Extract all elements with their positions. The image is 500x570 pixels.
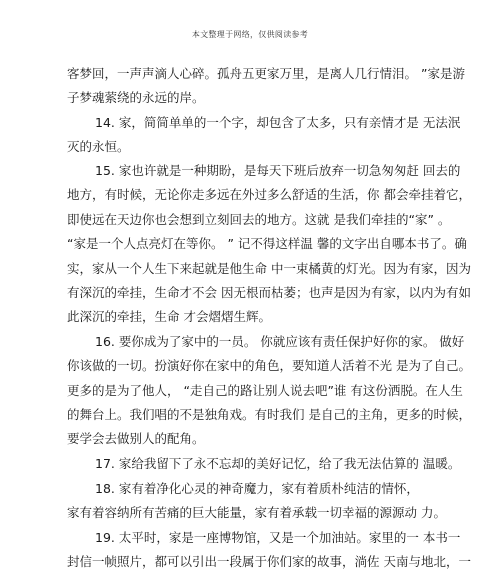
text-line: 16. 要你成为了家中的一员。 你就应该有责任保护好你的家。 做好 [95,334,465,349]
text-line: 有深沉的牵挂，生命才不会 因无根而枯萎；也声是因为有家，以内为有如 [67,285,471,300]
text-line: 家有着容纳所有苦痛的巨大能量，家有着承载一切幸福的源源动 力。 [67,505,446,520]
text-line: 封信一帧照片，都可以引出一段属于你们家的故事，淌佐 天南与地北，一 [67,554,471,569]
text-line: 客梦回，一声声滴人心碎。孤舟五更家万里，是离人几行情泪。 ”家是游 [67,66,465,81]
text-line: 更多的是为了他人， “走自己的路让别人说去吧”谁 有这份洒脱。在人生 [67,383,463,398]
text-line: “家是一个人点亮灯在等你。 ” 记不得这样温 馨的文字出自哪本书了。确 [67,236,467,251]
text-line: 地方，有时候，无论你走多远在外过多么舒适的生活，你 都会牵挂着它， [67,187,471,202]
text-line: 你该做的一切。扮演好你在家中的角色，要知道人活着不光 是为了自己。 [67,358,471,373]
text-line: 要学会去做别人的配角。 [67,431,205,446]
text-line: 19. 太平时，家是一座博物馆，又是一个加油站。家里的一 本书一 [95,530,461,545]
text-line: 此深沉的牵挂，生命 才会熠熠生辉。 [67,309,271,324]
text-line: 实，家从一个人生下来起就是他生命 中一束橘黄的灯光。因为有家，因为 [67,261,471,276]
text-line: 17. 家给我留下了永不忘却的美好记忆，给了我无法估算的 温暖。 [95,456,461,471]
text-line: 子梦魂萦绕的永远的岸。 [67,90,205,105]
text-line: 18. 家有着净化心灵的神奇魔力，家有着质朴纯洁的情怀， [95,481,419,496]
text-line: 的舞台上。我们唱的不是独角戏。有时我们 是自己的主角，更多的时候， [67,407,471,422]
text-line: 14. 家，简简单单的一个字，却包含了太多，只有亲情才是 无法泯 [95,115,461,130]
header-note: 本文整理于网络，仅供阅读参考 [191,30,309,39]
text-line: 15. 家也许就是一种期盼，是每天下班后放弃一切急匆匆赶 回去的 [95,163,461,178]
text-line: 灭的永恒。 [67,139,130,154]
text-line: 即使远在天边你也会想到立刻回去的地方。这就 是我们牵挂的“家” 。 [67,212,451,227]
